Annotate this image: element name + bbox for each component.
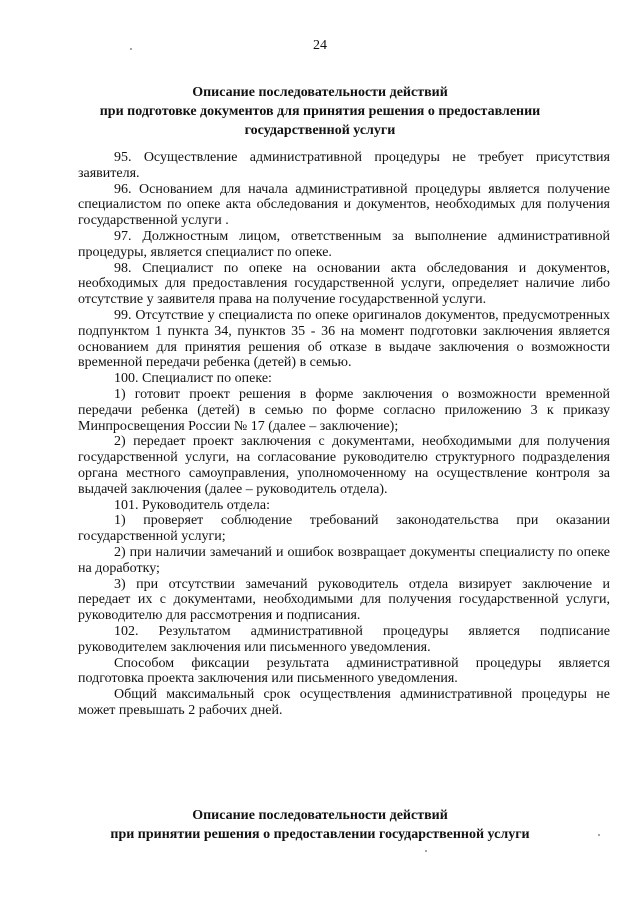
paragraph-96: 96. Основанием для начала административной процедуры является получение специалистом по опеке акта обследования и документов, необходимых для получения государственной услуги .: [78, 181, 610, 229]
paragraph-97: 97. Должностным лицом, ответственным за выполнение административной процедуры, является специалист по опеке.: [78, 228, 610, 260]
heading-line: Описание последовательности действий: [192, 808, 448, 823]
heading-line: при подготовке документов для принятия решения о предоставлении: [99, 104, 541, 119]
scan-speck: [425, 850, 427, 852]
heading-line: государственной услуги: [244, 123, 396, 138]
paragraph-100: 100. Специалист по опеке:: [114, 371, 272, 387]
section-heading-decision: [60, 806, 580, 844]
scan-speck: [598, 834, 600, 836]
heading-line: при принятии решения о предоставлении государственной услуги: [110, 827, 530, 842]
paragraph-95: 95. Осуществление административной процедуры не требует присутствия заявителя.: [78, 150, 610, 181]
paragraph-102: 102. Результатом административной процедуры является подписание руководителем заключения или письменного уведомления.: [78, 623, 610, 655]
paragraph-deadline: Общий максимальный срок осуществления административной процедуры не может превышать 2 рабочих дней.: [78, 687, 610, 718]
section-heading-preparation: [60, 83, 580, 140]
paragraph-100-item-1: 1) готовит проект решения в форме заключения о возможности временной передачи ребенка (детей) в семью по форме согласно приложению 3 к приказу Минпросвещения России № 17 (далее – заключение);: [78, 386, 610, 434]
paragraph-98: 98. Специалист по опеке на основании акта обследования и документов, необходимых для предоставления государственной услуги, определяет наличие либо отсутствие у заявителя права на получение государственной услуги.: [78, 260, 610, 308]
paragraph-101-item-2: 2) при наличии замечаний и ошибок возвращает документы специалисту по опеке на доработку;: [78, 544, 610, 576]
paragraph-101: 101. Руководитель отдела:: [114, 497, 270, 513]
heading-line: Описание последовательности действий: [192, 85, 448, 100]
paragraph-100-item-2: 2) передает проект заключения с документами, необходимыми для получения государственной услуги, на согласование руководителю структурного подразделения органа местного самоуправления, уполномоченному на осуществление контроля за выдачей заключения (далее – руководитель отдела).: [78, 434, 610, 497]
page-number: 24: [313, 38, 327, 53]
scan-speck: [130, 48, 132, 50]
paragraph-101-item-3: 3) при отсутствии замечаний руководитель отдела визирует заключение и передает их с документами, необходимыми для получения государственной услуги, руководителю для рассмотрения и подписания.: [78, 576, 610, 624]
paragraph-101-item-1: 1) проверяет соблюдение требований законодательства при оказании государственной услуги;: [78, 513, 610, 545]
document-body: [78, 150, 610, 719]
paragraph-fixation: Способом фиксации результата административной процедуры является подготовка проекта заключения или письменного уведомления.: [78, 655, 610, 687]
paragraph-99: 99. Отсутствие у специалиста по опеке оригиналов документов, предусмотренных подпунктом 1 пункта 34, пунктов 35 - 36 на момент подготовки заключения является основанием для принятия решения об отказе в выдаче заключения о возможности временной передачи ребенка (детей) в семью.: [78, 307, 610, 371]
